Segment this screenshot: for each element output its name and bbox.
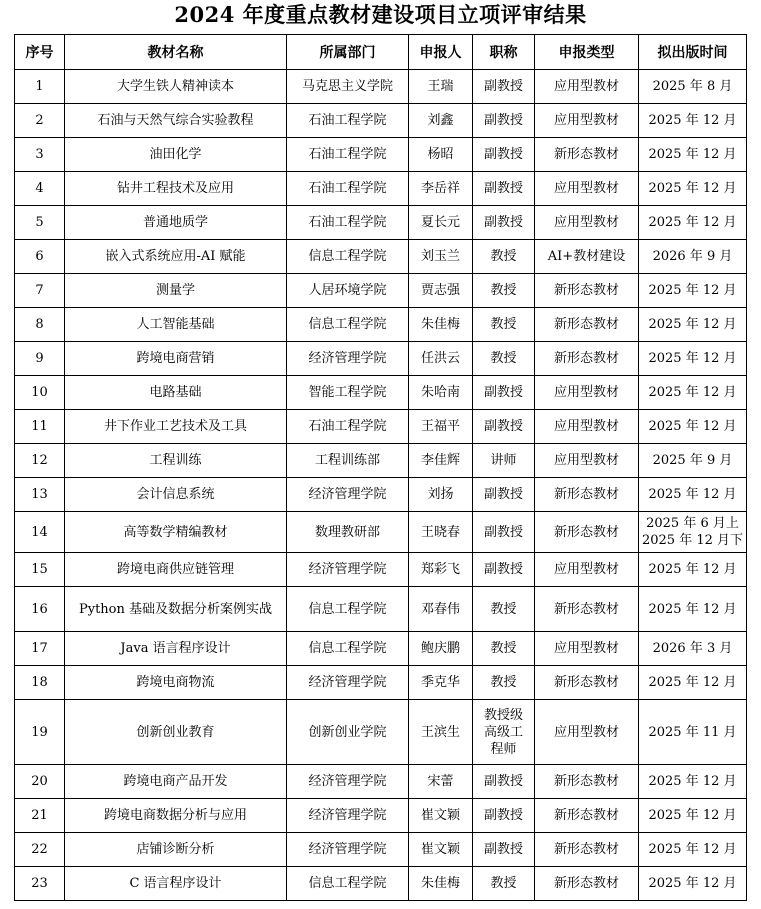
cell-no: 21: [15, 799, 65, 833]
cell-type: 应用型教材: [535, 553, 639, 587]
cell-name: 电路基础: [65, 376, 287, 410]
cell-title: 副教授: [473, 799, 535, 833]
cell-title: 副教授: [473, 410, 535, 444]
cell-applicant: 王福平: [409, 410, 473, 444]
cell-title: 副教授: [473, 70, 535, 104]
document-title: 2024 年度重点教材建设项目立项评审结果: [174, 2, 587, 27]
cell-applicant: 贾志强: [409, 274, 473, 308]
cell-time: [639, 172, 747, 206]
cell-time: [639, 444, 747, 478]
table-row: [15, 410, 747, 444]
cell-dept: 信息工程学院: [287, 240, 409, 274]
cell-no: 14: [15, 512, 65, 553]
cell-type: 应用型教材: [535, 376, 639, 410]
cell-no: 13: [15, 478, 65, 512]
cell-no: 18: [15, 666, 65, 700]
cell-dept: 智能工程学院: [287, 376, 409, 410]
cell-time-line: 2025 年 12 月: [648, 181, 737, 196]
cell-dept: 石油工程学院: [287, 172, 409, 206]
cell-time-line: 2026 年 9 月: [652, 249, 733, 264]
cell-title: 教授: [473, 342, 535, 376]
cell-time-line: 2025 年 12 月: [648, 215, 737, 230]
cell-dept: 数理教研部: [287, 512, 409, 553]
table-row: [15, 206, 747, 240]
cell-dept: 经济管理学院: [287, 478, 409, 512]
cell-dept: 石油工程学院: [287, 104, 409, 138]
cell-name: 井下作业工艺技术及工具: [65, 410, 287, 444]
cell-time-line: 2025 年 12 月: [648, 842, 737, 857]
cell-no: 8: [15, 308, 65, 342]
cell-time: [639, 478, 747, 512]
cell-type: 新形态教材: [535, 587, 639, 632]
cell-no: 2: [15, 104, 65, 138]
cell-dept: 经济管理学院: [287, 799, 409, 833]
cell-time: [639, 587, 747, 632]
cell-dept: 创新创业学院: [287, 700, 409, 765]
cell-time: [639, 833, 747, 867]
cell-name: C 语言程序设计: [65, 867, 287, 901]
cell-time: [639, 799, 747, 833]
cell-time-line: 2025 年 9 月: [652, 453, 733, 468]
cell-time: [639, 308, 747, 342]
cell-time-line: 2025 年 12 月: [648, 876, 737, 891]
cell-type: 应用型教材: [535, 444, 639, 478]
cell-title: 教授: [473, 587, 535, 632]
cell-no: 7: [15, 274, 65, 308]
cell-type: 新形态教材: [535, 478, 639, 512]
table-row: [15, 138, 747, 172]
cell-dept: 信息工程学院: [287, 587, 409, 632]
cell-title: 教授: [473, 666, 535, 700]
cell-name: Java 语言程序设计: [65, 632, 287, 666]
cell-dept: 石油工程学院: [287, 138, 409, 172]
cell-name: 店铺诊断分析: [65, 833, 287, 867]
cell-time: [639, 70, 747, 104]
cell-no: 20: [15, 765, 65, 799]
cell-time: [639, 666, 747, 700]
cell-time: [639, 410, 747, 444]
cell-time-line: 2025 年 12 月: [648, 675, 737, 690]
cell-title: 副教授: [473, 512, 535, 553]
cell-name: 钻井工程技术及应用: [65, 172, 287, 206]
cell-time: [639, 765, 747, 799]
cell-no: 19: [15, 700, 65, 765]
cell-time: [639, 104, 747, 138]
cell-dept: 信息工程学院: [287, 867, 409, 901]
cell-time: [639, 553, 747, 587]
cell-time: [639, 274, 747, 308]
cell-applicant: 朱哈南: [409, 376, 473, 410]
cell-no: 6: [15, 240, 65, 274]
cell-time-line: 2025 年 12 月: [648, 317, 737, 332]
cell-time-line: 2025 年 12 月下: [641, 533, 744, 548]
table-row: [15, 833, 747, 867]
header-title: 职称: [473, 35, 535, 70]
cell-applicant: 刘玉兰: [409, 240, 473, 274]
table-row: [15, 512, 747, 553]
cell-time: [639, 138, 747, 172]
cell-type: 应用型教材: [535, 632, 639, 666]
cell-time-line: 2025 年 11 月: [648, 724, 737, 740]
cell-title: 教授: [473, 274, 535, 308]
cell-time-line: 2025 年 12 月: [648, 562, 737, 577]
cell-title: 教授: [473, 867, 535, 901]
cell-no: 4: [15, 172, 65, 206]
cell-name: 高等数学精编教材: [65, 512, 287, 553]
cell-applicant: 鲍庆鹏: [409, 632, 473, 666]
cell-dept: 石油工程学院: [287, 410, 409, 444]
table-row: [15, 553, 747, 587]
cell-applicant: 夏长元: [409, 206, 473, 240]
cell-applicant: 崔文颖: [409, 799, 473, 833]
cell-name: 普通地质学: [65, 206, 287, 240]
cell-time: [639, 342, 747, 376]
cell-no: 23: [15, 867, 65, 901]
cell-type: 应用型教材: [535, 104, 639, 138]
cell-type: 应用型教材: [535, 70, 639, 104]
cell-time: [639, 512, 747, 553]
cell-name: 人工智能基础: [65, 308, 287, 342]
cell-dept: 经济管理学院: [287, 342, 409, 376]
cell-dept: 经济管理学院: [287, 666, 409, 700]
cell-type: AI+教材建设: [535, 240, 639, 274]
cell-name: Python 基础及数据分析案例实战: [65, 587, 287, 632]
cell-time-line: 2025 年 12 月: [648, 283, 737, 298]
cell-title: 副教授: [473, 138, 535, 172]
cell-type: 应用型教材: [535, 410, 639, 444]
cell-applicant: 郑彩飞: [409, 553, 473, 587]
cell-applicant: 宋蕾: [409, 765, 473, 799]
table-row: [15, 444, 747, 478]
cell-title: 副教授: [473, 765, 535, 799]
cell-name: 测量学: [65, 274, 287, 308]
cell-applicant: 季克华: [409, 666, 473, 700]
cell-type: 应用型教材: [535, 700, 639, 765]
table-row: [15, 274, 747, 308]
cell-name: 跨境电商物流: [65, 666, 287, 700]
cell-title: 教授级高级工程师: [473, 700, 535, 765]
table-row: [15, 342, 747, 376]
cell-applicant: 崔文颖: [409, 833, 473, 867]
cell-name: 会计信息系统: [65, 478, 287, 512]
cell-applicant: 刘鑫: [409, 104, 473, 138]
cell-title: 教授: [473, 632, 535, 666]
cell-type: 新形态教材: [535, 274, 639, 308]
cell-dept: 经济管理学院: [287, 765, 409, 799]
cell-no: 3: [15, 138, 65, 172]
cell-no: 11: [15, 410, 65, 444]
table-row: [15, 632, 747, 666]
cell-time: [639, 867, 747, 901]
header-type: 申报类型: [535, 35, 639, 70]
cell-name: 工程训练: [65, 444, 287, 478]
cell-time-line: 2025 年 6 月上: [646, 516, 739, 531]
cell-applicant: 邓春伟: [409, 587, 473, 632]
cell-no: 22: [15, 833, 65, 867]
cell-time-line: 2026 年 3 月: [652, 641, 733, 656]
cell-applicant: 刘扬: [409, 478, 473, 512]
cell-type: 新形态教材: [535, 799, 639, 833]
cell-applicant: 王滨生: [409, 700, 473, 765]
table-row: [15, 700, 747, 765]
table-header-row: [15, 35, 747, 70]
cell-no: 10: [15, 376, 65, 410]
cell-dept: 信息工程学院: [287, 632, 409, 666]
cell-title: 副教授: [473, 553, 535, 587]
table-row: [15, 104, 747, 138]
table-row: [15, 70, 747, 104]
cell-title: 教授: [473, 240, 535, 274]
table-row: [15, 478, 747, 512]
header-dept: 所属部门: [287, 35, 409, 70]
cell-time: [639, 206, 747, 240]
cell-name: 跨境电商营销: [65, 342, 287, 376]
cell-time: [639, 240, 747, 274]
cell-dept: 经济管理学院: [287, 833, 409, 867]
cell-time-line: 2025 年 12 月: [648, 774, 737, 789]
cell-no: 12: [15, 444, 65, 478]
table-row: [15, 587, 747, 632]
cell-type: 新形态教材: [535, 512, 639, 553]
table-row: [15, 240, 747, 274]
cell-title: 副教授: [473, 833, 535, 867]
cell-title: 教授: [473, 308, 535, 342]
cell-no: 16: [15, 587, 65, 632]
cell-no: 1: [15, 70, 65, 104]
cell-dept: 经济管理学院: [287, 553, 409, 587]
header-name: 教材名称: [65, 35, 287, 70]
table-row: [15, 867, 747, 901]
cell-time: [639, 632, 747, 666]
cell-type: 新形态教材: [535, 666, 639, 700]
header-applicant: 申报人: [409, 35, 473, 70]
cell-dept: 马克思主义学院: [287, 70, 409, 104]
cell-applicant: 王瑞: [409, 70, 473, 104]
table-row: [15, 666, 747, 700]
cell-time-line: 2025 年 8 月: [652, 79, 733, 94]
cell-time-line: 2025 年 12 月: [648, 385, 737, 400]
cell-type: 新形态教材: [535, 342, 639, 376]
cell-dept: 石油工程学院: [287, 206, 409, 240]
cell-type: 应用型教材: [535, 172, 639, 206]
cell-title: 副教授: [473, 478, 535, 512]
cell-name: 嵌入式系统应用-AI 赋能: [65, 240, 287, 274]
cell-title: 副教授: [473, 376, 535, 410]
cell-no: 15: [15, 553, 65, 587]
cell-time-line: 2025 年 12 月: [648, 419, 737, 434]
cell-name: 石油与天然气综合实验教程: [65, 104, 287, 138]
table-row: [15, 376, 747, 410]
cell-applicant: 任洪云: [409, 342, 473, 376]
cell-time-line: 2025 年 12 月: [648, 808, 737, 823]
cell-title: 副教授: [473, 206, 535, 240]
table-row: [15, 799, 747, 833]
cell-applicant: 李岳祥: [409, 172, 473, 206]
cell-type: 新形态教材: [535, 765, 639, 799]
cell-name: 跨境电商供应链管理: [65, 553, 287, 587]
table-row: [15, 308, 747, 342]
cell-time: [639, 700, 747, 765]
cell-name: 油田化学: [65, 138, 287, 172]
cell-time: [639, 376, 747, 410]
cell-dept: 人居环境学院: [287, 274, 409, 308]
cell-type: 新形态教材: [535, 138, 639, 172]
cell-title: 副教授: [473, 172, 535, 206]
cell-time-line: 2025 年 12 月: [648, 113, 737, 128]
cell-applicant: 王晓春: [409, 512, 473, 553]
cell-name: 大学生铁人精神读本: [65, 70, 287, 104]
cell-type: 新形态教材: [535, 867, 639, 901]
cell-time-line: 2025 年 12 月: [648, 601, 737, 617]
cell-no: 5: [15, 206, 65, 240]
cell-title: 讲师: [473, 444, 535, 478]
table-row: [15, 765, 747, 799]
cell-title: 副教授: [473, 104, 535, 138]
header-time: 拟出版时间: [639, 35, 747, 70]
header-no: 序号: [15, 35, 65, 70]
cell-applicant: 杨昭: [409, 138, 473, 172]
cell-type: 应用型教材: [535, 206, 639, 240]
cell-applicant: 朱佳梅: [409, 308, 473, 342]
cell-name: 跨境电商数据分析与应用: [65, 799, 287, 833]
cell-no: 9: [15, 342, 65, 376]
table-row: [15, 172, 747, 206]
cell-type: 新形态教材: [535, 833, 639, 867]
cell-time-line: 2025 年 12 月: [648, 351, 737, 366]
table-body: [15, 70, 747, 901]
cell-dept: 信息工程学院: [287, 308, 409, 342]
cell-dept: 工程训练部: [287, 444, 409, 478]
cell-name: 创新创业教育: [65, 700, 287, 765]
cell-no: 17: [15, 632, 65, 666]
cell-name: 跨境电商产品开发: [65, 765, 287, 799]
cell-type: 新形态教材: [535, 308, 639, 342]
cell-applicant: 李佳辉: [409, 444, 473, 478]
cell-applicant: 朱佳梅: [409, 867, 473, 901]
cell-time-line: 2025 年 12 月: [648, 147, 737, 162]
results-table: [14, 34, 747, 901]
cell-time-line: 2025 年 12 月: [648, 487, 737, 502]
